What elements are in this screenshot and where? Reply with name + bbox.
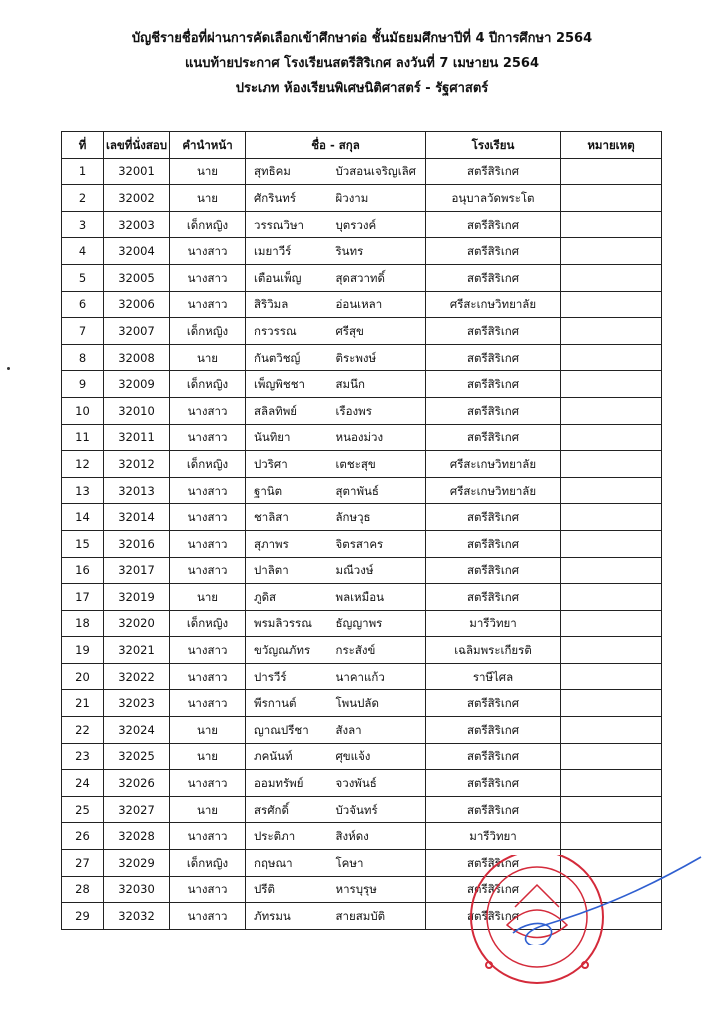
name-prefix: นางสาว [170,663,246,690]
col-header-name: ชื่อ - สกุล [246,132,426,159]
table-row [62,504,662,531]
seal-star [582,962,588,968]
first-name: ปาลิตา [246,557,332,584]
school-name: สตรีสิริเกศ [426,743,561,770]
seat-number: 32022 [104,663,170,690]
row-number: 27 [62,850,104,877]
name-prefix: เด็กหญิง [170,211,246,238]
row-number: 23 [62,743,104,770]
school-name: สตรีสิริเกศ [426,796,561,823]
row-number: 12 [62,451,104,478]
row-number: 6 [62,291,104,318]
name-prefix: นางสาว [170,903,246,930]
remark [561,397,662,424]
seat-number: 32032 [104,903,170,930]
last-name: ศรีสุข [332,318,426,345]
school-name: สตรีสิริเกศ [426,344,561,371]
name-prefix: นางสาว [170,557,246,584]
last-name: เรืองพร [332,397,426,424]
first-name: ฐานิต [246,477,332,504]
name-prefix: นางสาว [170,397,246,424]
remark [561,185,662,212]
first-name: เตือนเพ็ญ [246,264,332,291]
name-prefix: นางสาว [170,690,246,717]
seat-number: 32008 [104,344,170,371]
table-row [62,291,662,318]
school-name: สตรีสิริเกศ [426,770,561,797]
seat-number: 32010 [104,397,170,424]
program-type: ประเภท ห้องเรียนพิเศษนิติศาสตร์ - รัฐศาสตร์ [235,81,489,96]
row-number: 26 [62,823,104,850]
last-name: ธัญญาพร [332,610,426,637]
seal-star [486,962,492,968]
last-name: ศุขแจ้ง [332,743,426,770]
first-name: วรรณวิษา [246,211,332,238]
remark [561,663,662,690]
table-row [62,743,662,770]
table-row [62,397,662,424]
last-name: มณีวงษ์ [332,557,426,584]
table-row [62,557,662,584]
row-number: 18 [62,610,104,637]
last-name: สุดสวาทดิ์ [332,264,426,291]
col-header-no: ที่ [62,132,104,159]
first-name: สุภาพร [246,530,332,557]
row-number: 9 [62,371,104,398]
name-prefix: เด็กหญิง [170,610,246,637]
name-prefix: นางสาว [170,530,246,557]
name-prefix: นางสาว [170,504,246,531]
row-number: 10 [62,397,104,424]
remark [561,584,662,611]
last-name: บัวสอนเจริญเลิศ [332,158,426,185]
last-name: จวงพันธ์ [332,770,426,797]
remark [561,158,662,185]
last-name: สายสมบัติ [332,903,426,930]
student-roster-table [61,131,662,930]
seat-number: 32026 [104,770,170,797]
remark [561,557,662,584]
last-name: หนองม่วง [332,424,426,451]
first-name: สลิลทิพย์ [246,397,332,424]
document-title: บัญชีรายชื่อที่ผ่านการคัดเลือกเข้าศึกษาต่อ ชั้นมัธยมศึกษาปีที่ 4 ปีการศึกษา 2564 [131,31,593,46]
row-number: 22 [62,717,104,744]
seat-number: 32023 [104,690,170,717]
last-name: ลักษวุธ [332,504,426,531]
seat-number: 32017 [104,557,170,584]
name-prefix: เด็กหญิง [170,850,246,877]
row-number: 5 [62,264,104,291]
row-number: 3 [62,211,104,238]
table-row [62,424,662,451]
table-row [62,637,662,664]
name-prefix: นาย [170,344,246,371]
school-name: สตรีสิริเกศ [426,238,561,265]
remark [561,371,662,398]
seat-number: 32002 [104,185,170,212]
remark [561,451,662,478]
table-row [62,185,662,212]
name-prefix: นางสาว [170,637,246,664]
remark [561,770,662,797]
remark [561,424,662,451]
seat-number: 32030 [104,876,170,903]
table-header-row [62,132,662,159]
school-name: สตรีสิริเกศ [426,903,561,930]
seat-number: 32009 [104,371,170,398]
table-row [62,451,662,478]
remark [561,530,662,557]
last-name: ผิวงาม [332,185,426,212]
school-name: สตรีสิริเกศ [426,557,561,584]
seat-number: 32013 [104,477,170,504]
school-name: สตรีสิริเกศ [426,424,561,451]
name-prefix: นางสาว [170,823,246,850]
school-name: สตรีสิริเกศ [426,504,561,531]
last-name: บัวจันทร์ [332,796,426,823]
seat-number: 32001 [104,158,170,185]
first-name: พรมลิวรรณ [246,610,332,637]
school-name: สตรีสิริเกศ [426,211,561,238]
school-name: สตรีสิริเกศ [426,876,561,903]
last-name: รินทร [332,238,426,265]
table-row [62,717,662,744]
seat-number: 32016 [104,530,170,557]
seat-number: 32025 [104,743,170,770]
table-row [62,796,662,823]
name-prefix: นาย [170,584,246,611]
row-number: 20 [62,663,104,690]
seat-number: 32024 [104,717,170,744]
handwritten-signature [505,855,705,945]
row-number: 14 [62,504,104,531]
announcement-reference: แนบท้ายประกาศ โรงเรียนสตรีสิริเกศ ลงวันที่ 7 เมษายน 2564 [184,56,540,71]
last-name: นาคาแก้ว [332,663,426,690]
table-row [62,584,662,611]
table-row [62,477,662,504]
last-name: จิตรสาคร [332,530,426,557]
row-number: 24 [62,770,104,797]
remark [561,344,662,371]
first-name: ปรีติ [246,876,332,903]
first-name: ภูดิส [246,584,332,611]
name-prefix: นาย [170,796,246,823]
remark [561,291,662,318]
school-name: ราษีไศล [426,663,561,690]
last-name: โคษา [332,850,426,877]
seat-number: 32020 [104,610,170,637]
table-row [62,610,662,637]
school-name: มารีวิทยา [426,610,561,637]
seat-number: 32029 [104,850,170,877]
seat-number: 32005 [104,264,170,291]
table-row [62,690,662,717]
row-number: 7 [62,318,104,345]
row-number: 19 [62,637,104,664]
name-prefix: นาย [170,158,246,185]
school-name: ศรีสะเกษวิทยาลัย [426,291,561,318]
first-name: ปารวีร์ [246,663,332,690]
last-name: กระสังข์ [332,637,426,664]
col-header-title: คำนำหน้า [170,132,246,159]
school-name: ศรีสะเกษวิทยาลัย [426,477,561,504]
first-name: กันตวิชญ์ [246,344,332,371]
first-name: ปวริศา [246,451,332,478]
first-name: เพ็ญพิชชา [246,371,332,398]
last-name: สิงห์ดง [332,823,426,850]
seat-number: 32021 [104,637,170,664]
school-name: ศรีสะเกษวิทยาลัย [426,451,561,478]
remark [561,318,662,345]
first-name: เมยาวีร์ [246,238,332,265]
row-number: 15 [62,530,104,557]
last-name: สังลา [332,717,426,744]
last-name: หารบุรุษ [332,876,426,903]
name-prefix: นางสาว [170,477,246,504]
first-name: ออมทรัพย์ [246,770,332,797]
seat-number: 32028 [104,823,170,850]
seat-number: 32004 [104,238,170,265]
row-number: 13 [62,477,104,504]
table-row [62,823,662,850]
remark [561,637,662,664]
name-prefix: นางสาว [170,424,246,451]
remark [561,264,662,291]
first-name: ภัทรมน [246,903,332,930]
last-name: ติระพงษ์ [332,344,426,371]
school-name: มารีวิทยา [426,823,561,850]
name-prefix: นาย [170,185,246,212]
seat-number: 32012 [104,451,170,478]
row-number: 8 [62,344,104,371]
name-prefix: นางสาว [170,291,246,318]
table-row [62,344,662,371]
first-name: ประติภา [246,823,332,850]
first-name: กรวรรณ [246,318,332,345]
name-prefix: เด็กหญิง [170,318,246,345]
first-name: สุทธิคม [246,158,332,185]
first-name: กฤษณา [246,850,332,877]
school-name: สตรีสิริเกศ [426,690,561,717]
seat-number: 32006 [104,291,170,318]
row-number: 29 [62,903,104,930]
table-body [62,158,662,929]
seat-number: 32011 [104,424,170,451]
last-name: อ่อนเหลา [332,291,426,318]
row-number: 2 [62,185,104,212]
first-name: ญาณปรีชา [246,717,332,744]
row-number: 17 [62,584,104,611]
name-prefix: นางสาว [170,876,246,903]
remark [561,477,662,504]
col-header-school: โรงเรียน [426,132,561,159]
school-name: สตรีสิริเกศ [426,584,561,611]
last-name: สุตาพันธ์ [332,477,426,504]
school-name: สตรีสิริเกศ [426,397,561,424]
first-name: สิริวิมล [246,291,332,318]
last-name: พลเหมือน [332,584,426,611]
table-row [62,530,662,557]
remark [561,796,662,823]
remark [561,211,662,238]
name-prefix: นางสาว [170,264,246,291]
row-number: 25 [62,796,104,823]
last-name: เตชะสุข [332,451,426,478]
table-row [62,264,662,291]
table-row [62,371,662,398]
row-number: 28 [62,876,104,903]
school-name: สตรีสิริเกศ [426,318,561,345]
last-name: สมนึก [332,371,426,398]
table-row [62,318,662,345]
remark [561,690,662,717]
table-row [62,158,662,185]
remark [561,238,662,265]
name-prefix: นาย [170,717,246,744]
seat-number: 32019 [104,584,170,611]
remark [561,823,662,850]
seat-number: 32003 [104,211,170,238]
school-name: สตรีสิริเกศ [426,850,561,877]
first-name: ศักรินทร์ [246,185,332,212]
remark [561,610,662,637]
document-header [0,26,724,101]
school-name: อนุบาลวัดพระโต [426,185,561,212]
name-prefix: นาย [170,743,246,770]
table-row [62,211,662,238]
col-header-seat: เลขที่นั่งสอบ [104,132,170,159]
seat-number: 32007 [104,318,170,345]
school-name: สตรีสิริเกศ [426,158,561,185]
school-name: สตรีสิริเกศ [426,530,561,557]
first-name: นันทิยา [246,424,332,451]
name-prefix: เด็กหญิง [170,451,246,478]
remark [561,717,662,744]
remark [561,504,662,531]
table-row [62,238,662,265]
school-name: สตรีสิริเกศ [426,371,561,398]
first-name: ภคนันท์ [246,743,332,770]
row-number: 11 [62,424,104,451]
remark [561,743,662,770]
last-name: โพนปลัด [332,690,426,717]
school-name: สตรีสิริเกศ [426,264,561,291]
first-name: พีรกานต์ [246,690,332,717]
row-number: 4 [62,238,104,265]
row-number: 16 [62,557,104,584]
signature-stroke [513,857,701,945]
first-name: ชาลิสา [246,504,332,531]
school-name: สตรีสิริเกศ [426,717,561,744]
scan-speck [7,367,10,370]
seat-number: 32027 [104,796,170,823]
name-prefix: นางสาว [170,770,246,797]
col-header-remark: หมายเหตุ [561,132,662,159]
first-name: ขวัญณภัทร [246,637,332,664]
last-name: บุตรวงค์ [332,211,426,238]
row-number: 21 [62,690,104,717]
school-name: เฉลิมพระเกียรติ [426,637,561,664]
table-row [62,770,662,797]
first-name: สรศักดิ์ [246,796,332,823]
name-prefix: นางสาว [170,238,246,265]
table-row [62,663,662,690]
name-prefix: เด็กหญิง [170,371,246,398]
seat-number: 32014 [104,504,170,531]
row-number: 1 [62,158,104,185]
